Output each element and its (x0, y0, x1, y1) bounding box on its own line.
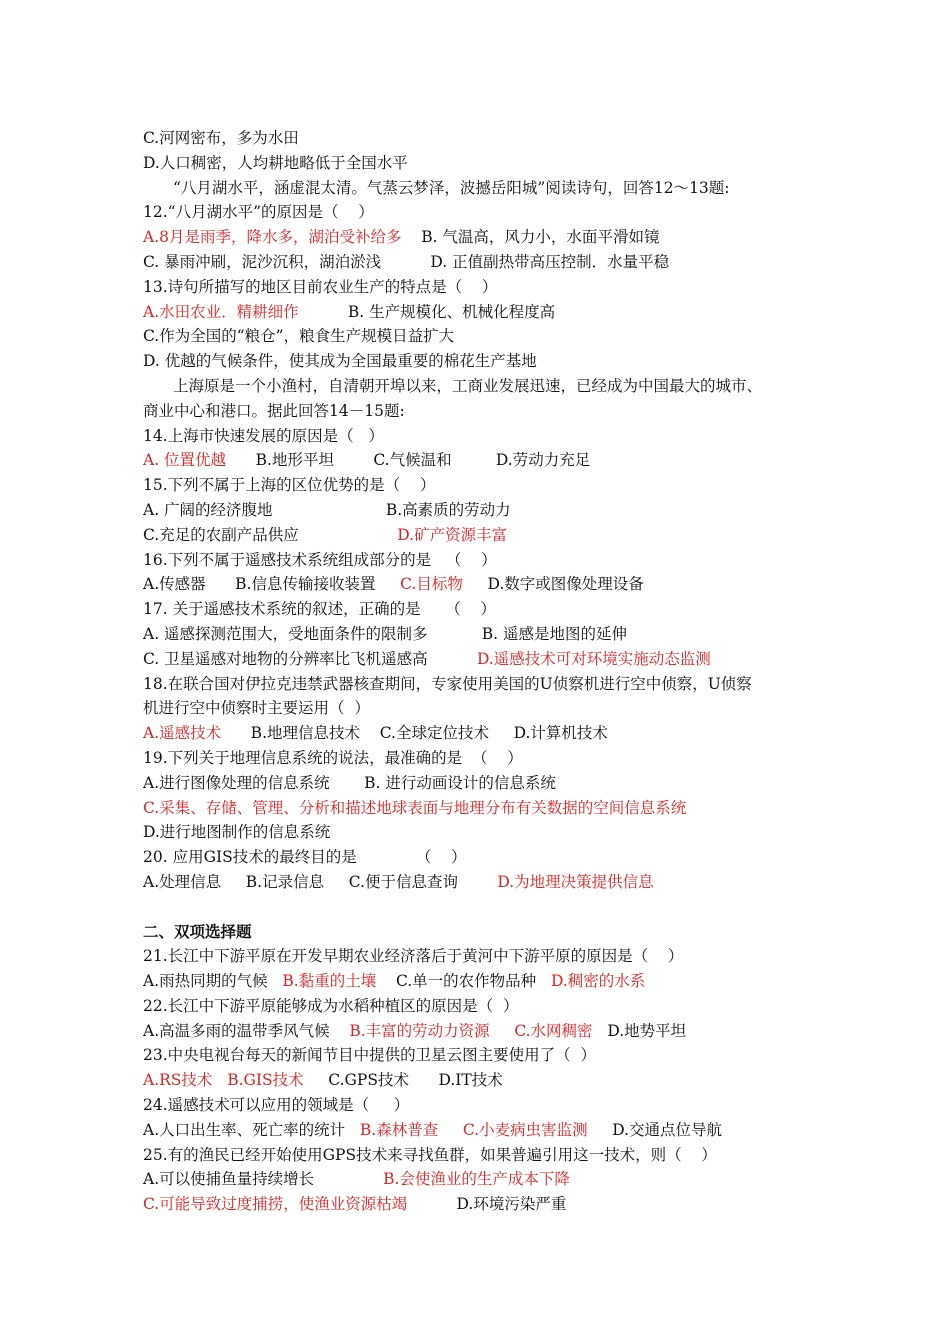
text-line (143, 275, 823, 300)
answer-text: B.会使渔业的生产成本下降 (383, 1170, 570, 1189)
text-line (143, 1143, 823, 1168)
answer-text: A.8月是雨季，降水多，湖泊受补给多 (143, 228, 402, 247)
question-text: 20. 应用GIS技术的最终目的是 （ ） (143, 848, 467, 867)
question-text: C.GPS技术 D.IT技术 (303, 1071, 503, 1090)
question-text: D.数字或图像处理设备 (462, 575, 644, 594)
question-text: A.可以使捕鱼量持续增长 (143, 1170, 384, 1189)
text-line (143, 1019, 823, 1044)
answer-text: B.黏重的土壤 (282, 972, 377, 991)
text-line (143, 572, 823, 597)
text-line (143, 1192, 823, 1217)
text-line (143, 523, 823, 548)
text-line (143, 672, 823, 697)
text-line (143, 448, 823, 473)
text-line (143, 994, 823, 1019)
question-text: 二、双项选择题 (143, 922, 252, 941)
text-line (143, 1093, 823, 1118)
text-line (143, 1043, 823, 1068)
blank-line (143, 895, 823, 920)
answer-text: D.遥感技术可对环境实施动态监测 (476, 649, 711, 668)
answer-text: C.采集、存储、管理、分析和描述地球表面与地理分布有关数据的空间信息系统 (143, 798, 687, 817)
answer-text: D.为地理决策提供信息 (497, 872, 654, 891)
text-line (143, 696, 823, 721)
question-text: 12.“八月湖水平”的原因是（ ） (143, 203, 374, 222)
text-line (143, 796, 823, 821)
question-text: B. 生产规模化、机械化程度高 (298, 302, 556, 321)
text-line (143, 746, 823, 771)
question-text: C. 暴雨冲刷，泥沙沉积，湖泊淤浅 D. 正值副热带高压控制．水量平稳 (143, 252, 670, 271)
question-text: “八月湖水平，涵虚混太清。气蒸云梦泽，波撼岳阳城”阅读诗句，回答12～13题: (173, 178, 730, 197)
section-heading (143, 920, 823, 945)
text-line (143, 424, 823, 449)
question-text: 16.下列不属于遥感技术系统组成部分的是 （ ） (143, 550, 497, 569)
answer-text: A.RS技术 B.GIS技术 (143, 1071, 304, 1090)
text-line (143, 647, 823, 672)
text-line (143, 721, 823, 746)
text-line (143, 151, 823, 176)
answer-text: B.森林普查 C.小麦病虫害监测 (359, 1120, 588, 1139)
question-text: 23.中央电视台每天的新闻节目中提供的卫星云图主要使用了（ ） (143, 1046, 597, 1065)
question-text: A.处理信息 B.记录信息 C.便于信息查询 (143, 872, 498, 891)
text-line (143, 548, 823, 573)
question-text: C.作为全国的“粮仓”，粮食生产规模日益扩大 (143, 327, 455, 346)
answer-text: B.丰富的劳动力资源 (349, 1021, 490, 1040)
question-text: A. 遥感探测范围大，受地面条件的限制多 B. 遥感是地图的延伸 (143, 624, 627, 643)
question-text: 25.有的渔民已经开始使用GPS技术来寻找鱼群，如果普遍引用这一技术，则（ ） (143, 1145, 717, 1164)
document-page (143, 126, 823, 1217)
answer-text: C.水网稠密 (514, 1021, 593, 1040)
answer-text: A.水田农业．精耕细作 (143, 302, 299, 321)
question-text: 商业中心和港口。据此回答14－15题: (143, 401, 405, 420)
text-line (143, 1068, 823, 1093)
text-line (143, 374, 823, 399)
text-line (143, 969, 823, 994)
text-line (143, 250, 823, 275)
question-text: 15.下列不属于上海的区位优势的是（ ） (143, 476, 436, 495)
answer-text: A. 位置优越 (143, 451, 227, 470)
question-text: 17. 关于遥感技术系统的叙述，正确的是 （ ） (143, 600, 496, 619)
question-text: C.河网密布，多为水田 (143, 129, 299, 147)
question-text: 24.遥感技术可以应用的领域是（ ） (143, 1096, 410, 1115)
answer-text: D.稠密的水系 (550, 972, 646, 991)
question-text: C.充足的农副产品供应 (143, 525, 398, 544)
text-line (143, 870, 823, 895)
question-text: A. 广阔的经济腹地 B.高素质的劳动力 (143, 500, 511, 519)
question-text: B. 气温高，风力小，水面平滑如镜 (401, 228, 660, 247)
text-line (143, 498, 823, 523)
answer-text: C.可能导致过度捕捞，使渔业资源枯竭 (143, 1195, 408, 1214)
question-text: C.单一的农作物品种 (376, 972, 551, 991)
text-line (143, 324, 823, 349)
question-text: 机进行空中侦察时主要运用（ ） (143, 699, 370, 718)
question-text: C. 卫星遥感对地物的分辨率比飞机遥感高 (143, 649, 477, 668)
text-line (143, 1118, 823, 1143)
question-text: 19.下列关于地理信息系统的说法，最准确的是 （ ） (143, 748, 523, 767)
question-text: 13.诗句所描写的地区目前农业生产的特点是（ ） (143, 277, 498, 296)
text-line (143, 820, 823, 845)
question-text: A.人口出生率、死亡率的统计 (143, 1120, 360, 1139)
text-line (143, 300, 823, 325)
question-text: A.进行图像处理的信息系统 B. 进行动画设计的信息系统 (143, 773, 556, 792)
text-line (143, 622, 823, 647)
question-text (490, 1022, 515, 1040)
answer-text: C.目标物 (400, 575, 463, 594)
text-line (143, 597, 823, 622)
text-line (143, 225, 823, 250)
question-text: D.地势平坦 (592, 1021, 687, 1040)
question-text: 21.长江中下游平原在开发早期农业经济落后于黄河中下游平原的原因是（ ） (143, 947, 684, 966)
question-text: 14.上海市快速发展的原因是（ ） (143, 426, 384, 445)
question-text: 上海原是一个小渔村，自清朝开埠以来，工商业发展迅速，已经成为中国最大的城市、 (173, 376, 763, 395)
question-text: A.雨热同期的气候 (143, 972, 283, 991)
question-text: D.环境污染严重 (407, 1195, 567, 1214)
text-line (143, 1167, 823, 1192)
question-text: D.交通点位导航 (587, 1120, 723, 1139)
text-line (143, 473, 823, 498)
text-line (143, 176, 823, 201)
text-line (143, 349, 823, 374)
question-text: D.进行地图制作的信息系统 (143, 823, 331, 842)
text-line (143, 845, 823, 870)
question-text: B.地形平坦 C.气候温和 D.劳动力充足 (226, 451, 591, 470)
answer-text: D.矿产资源丰富 (397, 525, 508, 544)
answer-text: A.遥感技术 (143, 724, 222, 743)
text-line (143, 944, 823, 969)
text-line (143, 771, 823, 796)
question-text: D. 优越的气候条件，使其成为全国最重要的棉花生产基地 (143, 352, 537, 371)
question-text: 18.在联合国对伊拉克违禁武器核查期间，专家使用美国的U侦察机进行空中侦察，U侦察 (143, 674, 752, 693)
question-text: A.高温多雨的温带季风气候 (143, 1021, 350, 1040)
question-text: D.人口稠密，人均耕地略低于全国水平 (143, 153, 408, 172)
text-line (143, 200, 823, 225)
question-text: A.传感器 B.信息传输接收装置 (143, 575, 401, 594)
question-text: B.地理信息技术 C.全球定位技术 D.计算机技术 (221, 724, 608, 743)
text-line (143, 399, 823, 424)
text-line (143, 126, 823, 151)
question-text: 22.长江中下游平原能够成为水稻种植区的原因是（ ） (143, 996, 519, 1015)
